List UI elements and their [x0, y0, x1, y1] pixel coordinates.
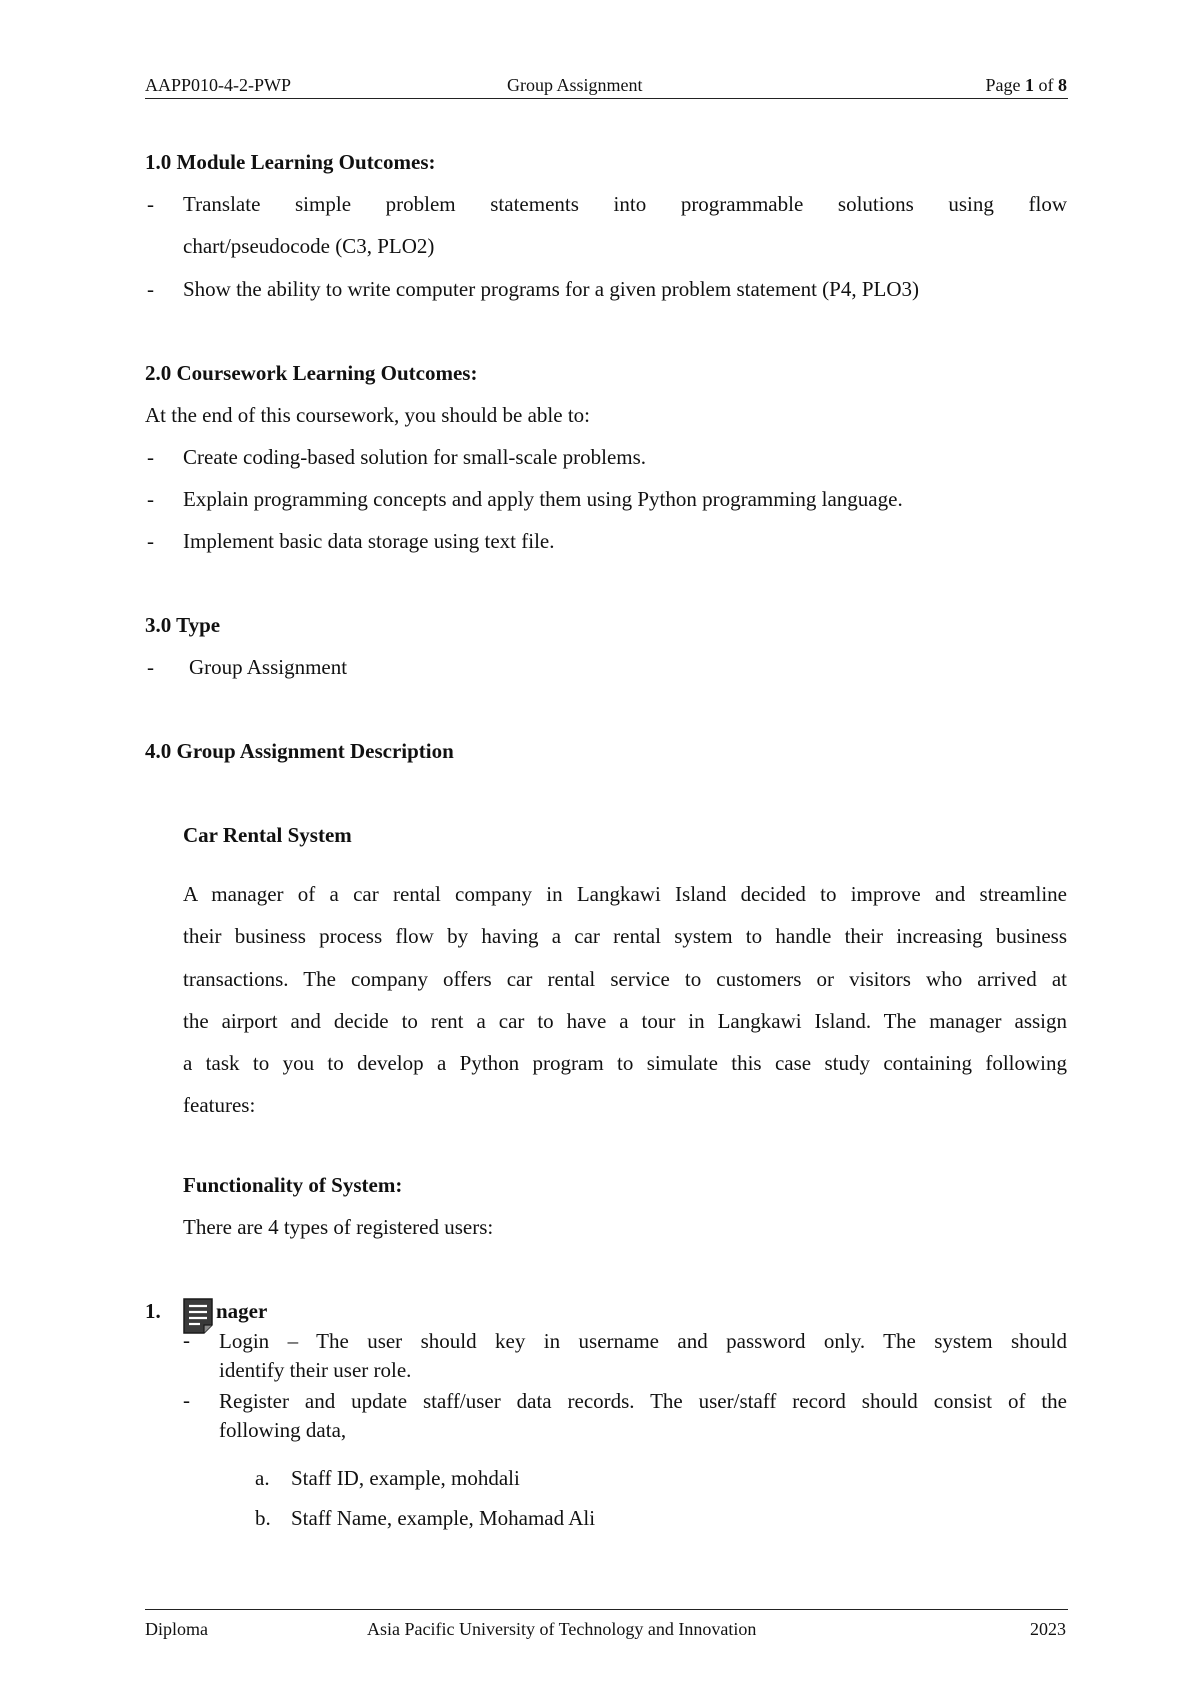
section-4-heading: 4.0 Group Assignment Description — [145, 739, 454, 763]
description-line: the airport and decide to rent a car to have a tour in Langkawi Island. The manager assign — [183, 1008, 1067, 1033]
bullet-line: Login – The user should key in username and password only. The system should — [219, 1329, 1067, 1353]
footer-year: 2023 — [1030, 1619, 1066, 1639]
bullet-dash: - — [147, 192, 154, 216]
functionality-heading: Functionality of System: — [183, 1173, 403, 1197]
footer-program: Diploma — [145, 1619, 208, 1639]
user-1-role: nager — [216, 1299, 268, 1323]
header-page-number — [986, 74, 1068, 96]
field-staff-name: Staff Name, example, Mohamad Ali — [291, 1506, 596, 1530]
description-paragraph — [183, 873, 1067, 1127]
description-line: a task to you to develop a Python program to simulate this case study containing following — [183, 1051, 1067, 1076]
page-of: of — [1038, 75, 1054, 95]
coursework-outcome-1: Create coding-based solution for small-scale problems. — [183, 445, 647, 469]
field-letter: b. — [255, 1506, 271, 1530]
bullet-dash: - — [147, 655, 154, 679]
footer-university: Asia Pacific University of Technology and Innovation — [367, 1619, 757, 1639]
bullet-dash: - — [183, 1328, 190, 1352]
section-3-heading: 3.0 Type — [145, 613, 221, 637]
bullet-dash: - — [147, 445, 154, 469]
section-1-heading: 1.0 Module Learning Outcomes: — [145, 150, 436, 174]
description-line: A manager of a car rental company in Langkawi Island decided to improve and streamline — [183, 882, 1067, 906]
header-rule — [145, 98, 1068, 99]
page-total: 8 — [1058, 75, 1067, 95]
bullet-dash: - — [183, 1388, 190, 1412]
bullet-line: identify their user role. — [219, 1358, 412, 1382]
description-line: transactions. The company offers car rental service to customers or visitors who arrived at — [183, 966, 1067, 991]
page-current: 1 — [1025, 75, 1034, 95]
system-title: Car Rental System — [183, 823, 352, 847]
bullet-dash: - — [147, 487, 154, 511]
user-1-number: 1. — [145, 1299, 161, 1323]
user-1-bullet-register — [219, 1387, 1067, 1445]
outcome-1-line-2: chart/pseudocode (C3, PLO2) — [183, 234, 435, 258]
footer-rule — [145, 1609, 1068, 1610]
description-line: their business process flow by having a car rental system to handle their increasing business — [183, 924, 1067, 949]
user-1-bullet-login — [219, 1327, 1067, 1385]
outcome-1-line-1: Translate simple problem statements into programmable solutions using flow — [183, 192, 1067, 216]
type-item: Group Assignment — [189, 655, 348, 679]
section-2-intro: At the end of this coursework, you should be able to: — [145, 403, 590, 427]
bullet-dash: - — [147, 277, 154, 301]
functionality-intro: There are 4 types of registered users: — [183, 1215, 494, 1239]
bullet-dash: - — [147, 529, 154, 553]
field-staff-id: Staff ID, example, mohdali — [291, 1466, 520, 1490]
section-2-heading: 2.0 Coursework Learning Outcomes: — [145, 361, 478, 385]
header-course-code: AAPP010-4-2-PWP — [145, 75, 292, 95]
header-title: Group Assignment — [507, 75, 643, 95]
bullet-line: following data, — [219, 1418, 347, 1442]
page-word: Page — [985, 75, 1021, 95]
coursework-outcome-2: Explain programming concepts and apply them using Python programming language. — [183, 487, 903, 511]
coursework-outcome-3: Implement basic data storage using text file. — [183, 529, 555, 553]
description-line: features: — [183, 1093, 256, 1118]
field-letter: a. — [255, 1466, 270, 1490]
bullet-line: Register and update staff/user data records. The user/staff record should consist of the — [219, 1389, 1067, 1413]
outcome-2: Show the ability to write computer programs for a given problem statement (P4, PLO3) — [183, 277, 920, 301]
